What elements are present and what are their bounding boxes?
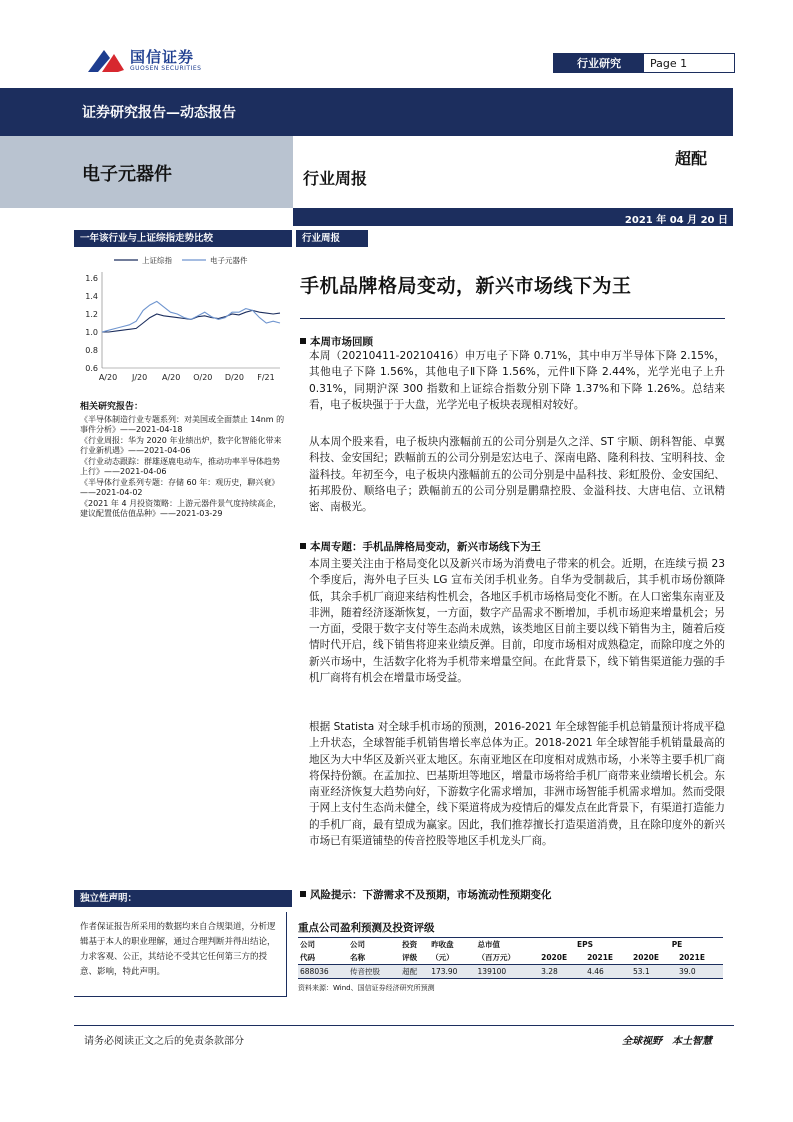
- industry-tag: 行业研究: [554, 54, 644, 72]
- paragraph: 根据 Statista 对全球手机市场的预测，2016-2021 年全球智能手机总销量预计将成平稳上升状态，全球智能手机销售增长率总体为正。2018-2021 年全球智能手机销量最高的地区为大中华区及新兴亚太地区。东南亚地区在印度相对成熟市场，小米等主要手机厂商将保持份额。在孟加拉、巴基斯坦等地区，增量市场将给手机厂商带来业绩增长机会。东南亚经济恢复大趋势向好，下游数字化需求增加，非洲市场智能手机需求增加。然而受限于网上支付生态尚未健全，线下渠道将成为疫情后的爆发点在此背景下，有渠道打造能力的手机厂商，最有望成为赢家。因此，我们推荐擅长打造渠道消费，且在除印度外的新兴市场已有渠道铺垫的传音控股等地区手机龙头厂商。: [309, 721, 725, 848]
- col-header: 公司: [348, 938, 400, 952]
- guosen-logo-icon: [84, 44, 126, 76]
- col-header: 2020E: [631, 951, 677, 965]
- report-title: 手机品牌格局变动，新兴市场线下为王: [300, 275, 632, 297]
- section-heading: [300, 539, 541, 554]
- risk-text: 风险提示：下游需求不及预期，市场流动性预期变化: [310, 889, 552, 901]
- report-date: 2021 年 04 月 20 日: [624, 215, 728, 226]
- risk-warning: [300, 887, 552, 902]
- independence-heading: 独立性声明：: [74, 890, 292, 907]
- related-title: 相关研究报告：: [80, 402, 144, 412]
- related-item[interactable]: 《2021 年 4 月投资策略：上游元器件景气度持续高企，建议配置低估值品种》——2021-03-29: [80, 498, 282, 518]
- col-header: 代码: [298, 951, 348, 965]
- related-reports: [80, 402, 286, 520]
- table-cell: 139100: [476, 965, 540, 979]
- table-source: 资料来源：Wind、国信证券经济研究所预测: [298, 984, 435, 992]
- y-tick-label: 1.0: [85, 328, 98, 337]
- trend-chart: [74, 250, 286, 390]
- section-heading-text: 本周专题：手机品牌格局变动，新兴市场线下为王: [310, 541, 541, 553]
- paragraph: 本周（20210411-20210416）申万电子下降 0.71%，其中申万半导体下降 2.15%，其他电子下降 1.56%，其他电子Ⅱ下降 1.56%，元件Ⅱ下降 2.44%，光学光电子上升 0.31%，同期沪深 300 指数和上证综合指数分别下降 1.37%和下降 1.26%。总结来看，电子板块强于于大盘，光学光电子板块表现相对较好。: [309, 350, 725, 411]
- header-tag-box: [553, 53, 735, 73]
- footer-slogan: 全球视野 本土智慧: [622, 1036, 712, 1047]
- col-header: 名称: [348, 951, 400, 965]
- bullet-icon: [300, 338, 306, 344]
- col-header: 总市值: [476, 938, 540, 952]
- table-row: [298, 965, 723, 979]
- table-cell: 3.28: [539, 965, 585, 979]
- col-header: 2020E: [539, 951, 585, 965]
- rating: 超配: [675, 149, 708, 168]
- col-header: EPS: [539, 938, 631, 952]
- main-tag: 行业周报: [296, 230, 368, 247]
- table-cell: 传音控股: [348, 965, 400, 979]
- independence-text: 作者保证报告所采用的数据均来自合规渠道，分析逻辑基于本人的职业理解，通过合理判断并得出结论，力求客观、公正，其结论不受其它任何第三方的授意、影响，特此声明。: [80, 922, 276, 977]
- section-heading-text: 本周市场回顾: [310, 336, 373, 348]
- series-line: [102, 301, 280, 332]
- col-header: （百万元）: [476, 951, 540, 965]
- series-line: [102, 310, 280, 332]
- report-kind: 行业周报: [303, 169, 368, 188]
- col-header: （元）: [429, 951, 475, 965]
- related-item[interactable]: 《半导体制造行业专题系列：对美国或全面禁止 14nm 的事件分析》——2021-04-18: [80, 414, 285, 434]
- related-item[interactable]: 《行业周报：华为 2020 年业绩出炉，数字化智能化带来行业新机遇》——2021-04-06: [80, 435, 282, 455]
- table-cell: 4.46: [585, 965, 631, 979]
- title-divider: [300, 318, 725, 319]
- y-tick-label: 0.8: [85, 346, 98, 355]
- x-tick-label: F/21: [257, 373, 275, 382]
- bullet-icon: [300, 891, 306, 897]
- chart-heading: 一年该行业与上证综指走势比较: [74, 230, 292, 247]
- legend-label: 上证综指: [142, 256, 172, 265]
- related-item[interactable]: 《半导体行业系列专题：存储 60 年：观历史，聊兴衰》——2021-04-02: [80, 477, 280, 497]
- forecast-table: [298, 937, 723, 979]
- col-header: 投资: [400, 938, 429, 952]
- table-cell: 53.1: [631, 965, 677, 979]
- table-cell: 688036: [298, 965, 348, 979]
- bullet-icon: [300, 543, 306, 549]
- related-item[interactable]: 《行业动态跟踪：群雄逐鹿电动车，推动功率半导体趋势上行》——2021-04-06: [80, 456, 280, 476]
- col-header: PE: [631, 938, 723, 952]
- table-cell: 39.0: [677, 965, 723, 979]
- y-tick-label: 0.6: [85, 364, 98, 373]
- page-number: Page 1: [650, 56, 688, 70]
- table-title: 重点公司盈利预测及投资评级: [298, 922, 435, 934]
- table-cell: 173.90: [429, 965, 475, 979]
- section-heading: [300, 334, 373, 349]
- col-header: 公司: [298, 938, 348, 952]
- col-header: 2021E: [677, 951, 723, 965]
- legend-label: 电子元器件: [210, 256, 248, 265]
- x-tick-label: O/20: [193, 373, 213, 382]
- y-tick-label: 1.2: [85, 310, 98, 319]
- footer-disclaimer: 请务必阅读正文之后的免责条款部分: [84, 1036, 244, 1047]
- col-header: 2021E: [585, 951, 631, 965]
- paragraph: 从本周个股来看，电子板块内涨幅前五的公司分别是久之洋、ST 宇顺、朗科智能、卓翼科技、金安国纪；跌幅前五的公司分别是宏达电子、深南电路、隆利科技、宝明科技、金溢科技。年初至今，电子板块内涨幅前五的公司分别是中晶科技、彩虹股份、金安国纪、拓邦股份、顺络电子；跌幅前五的公司分别是鹏鼎控股、金溢科技、大唐电信、立讯精密、南极光。: [309, 436, 725, 514]
- x-tick-label: A/20: [162, 373, 181, 382]
- col-header: 昨收盘: [429, 938, 475, 952]
- x-tick-label: A/20: [98, 373, 118, 382]
- footer-divider: [74, 1025, 734, 1026]
- sector-title: 电子元器件: [82, 164, 172, 185]
- table-cell: 超配: [400, 965, 429, 979]
- y-tick-label: 1.6: [85, 274, 98, 283]
- col-header: 评级: [400, 951, 429, 965]
- x-tick-label: J/20: [131, 373, 148, 382]
- company-name: 国信证券: [130, 48, 195, 66]
- paragraph: 本周主要关注由于格局变化以及新兴市场为消费电子带来的机会。近期，在连续亏损 23 个季度后，海外电子巨头 LG 宣布关闭手机业务。自华为受制裁后，其手机市场份额降低，其余手机厂商迎来结构性机会，各地区手机市场格局变化不断。在人口密集东南亚及非洲，随着经济逐渐恢复，一方面，数字产品需求不断增加，手机市场迎来增量机会；另一方面，受限于数字支付等生态尚未成熟，该类地区目前主要以线下销售为主，随着后疫情时代开启，线下销售将迎来业绩反弹。目前，印度市场相对成熟稳定，而除印度之外的新兴市场中，生活数字化将为手机带来增量空间。在此背景下，线下销售渠道能力强的手机厂商将有机会在增量市场受益。: [309, 558, 725, 685]
- x-tick-label: D/20: [224, 373, 244, 382]
- y-tick-label: 1.4: [85, 292, 98, 301]
- company-name-en: GUOSEN SECURITIES: [130, 65, 202, 72]
- report-type: 证券研究报告—动态报告: [82, 105, 236, 121]
